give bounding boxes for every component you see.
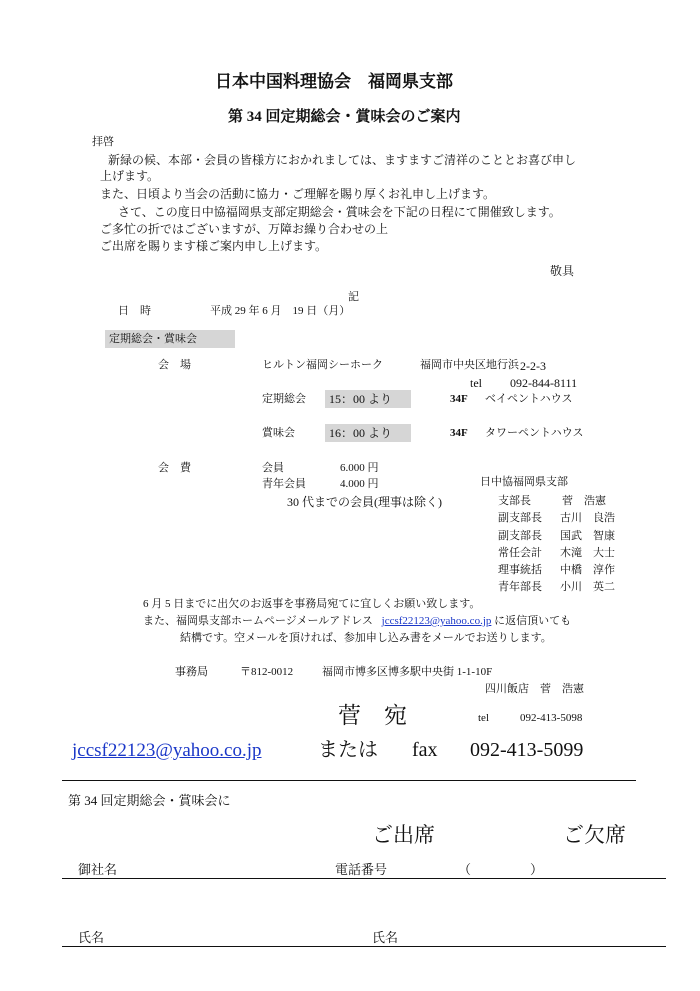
officer-role: 支部長: [498, 495, 531, 507]
document-title: 第 34 回定期総会・賞味会のご案内: [228, 109, 461, 125]
reply-absent: ご欠席: [563, 823, 626, 847]
venue-tel-label: tel: [470, 376, 482, 390]
notice-line: 6 月 5 日までに出欠のお返事を事務局宛てに宜しくお願い致します。: [143, 598, 481, 610]
venue-address: 福岡市中央区地行浜: [420, 359, 519, 371]
letter-line: ご多忙の折ではございますが、万障お繰り合わせの上: [100, 222, 389, 236]
officer-name: 小川 英二: [560, 581, 615, 593]
officer-role: 常任会計: [498, 547, 542, 559]
letter-line: また、日頃より当会の活動に協力・ご理解を賜り厚くお礼申し上げます。: [100, 187, 496, 201]
venue-tel: 092-844-8111: [510, 376, 578, 390]
office-postal: 〒812-0012: [240, 666, 294, 678]
fee-label: 会 費: [158, 462, 191, 474]
officer-name: 中橋 淳作: [560, 564, 615, 576]
letter-opening: 拝啓: [92, 136, 114, 148]
officer-name: 国武 智康: [560, 530, 615, 542]
fee-type: 青年会員: [262, 478, 306, 490]
phone-label: 電話番号: [335, 862, 388, 877]
name-label: 氏名: [78, 930, 105, 945]
contact-email-link[interactable]: jccsf22123@yahoo.co.jp: [72, 740, 262, 761]
company-label: 御社名: [78, 862, 118, 877]
letter-line: 上げます。: [100, 169, 160, 183]
officer-role: 副支部長: [498, 512, 542, 524]
session-time: 15：00 より: [325, 390, 411, 408]
contact-or: または: [318, 739, 378, 761]
name-label: 氏名: [372, 930, 399, 945]
fee-amount: 6.000 円: [340, 462, 379, 474]
phone-paren-open: （: [458, 862, 472, 877]
recipient-tel: 092-413-5098: [520, 712, 583, 724]
venue-label: 会 場: [158, 359, 191, 371]
date-label: 日 時: [118, 305, 151, 317]
officer-role: 理事統括: [498, 564, 542, 576]
contact-fax-label: fax: [412, 739, 438, 761]
org-title: 日本中国料理協会 福岡県支部: [215, 72, 453, 91]
reply-attend: ご出席: [372, 823, 435, 847]
fee-type: 会員: [262, 462, 284, 474]
fee-amount: 4.000 円: [340, 478, 379, 490]
recipient-tel-label: tel: [478, 712, 489, 724]
office-address: 福岡市博多区博多駅中央街 1-1-10F: [322, 666, 493, 678]
office-label: 事務局: [175, 666, 208, 678]
letter-line: さて、この度日中協福岡県支部定期総会・賞味会を下記の日程にて開催致します。: [118, 205, 561, 219]
divider: [62, 780, 636, 781]
officer-name: 菅 浩憲: [562, 495, 606, 507]
officer-role: 青年部長: [498, 581, 542, 593]
notice-line: [143, 616, 571, 627]
officers-org: 日中協福岡県支部: [480, 476, 568, 488]
letter-closing: 敬具: [550, 264, 575, 278]
letter-line: ご出席を賜ります様ご案内申し上げます。: [100, 239, 328, 253]
venue-name: ヒルトン福岡シーホーク: [262, 359, 383, 371]
ki-marker: 記: [348, 291, 359, 303]
form-line: [62, 878, 666, 879]
session-name: 定期総会: [262, 393, 306, 405]
officer-name: 木滝 大士: [560, 547, 615, 559]
venue-number: 2-2-3: [520, 359, 546, 373]
phone-paren-close: ）: [530, 862, 544, 877]
session-floor: 34F: [450, 427, 468, 439]
fee-note: 30 代までの会員(理事は除く): [287, 495, 442, 509]
session-room: タワーペントハウス: [485, 427, 584, 439]
officer-name: 古川 良浩: [560, 512, 615, 524]
reply-heading: 第 34 回定期総会・賞味会に: [68, 793, 231, 808]
form-line: [62, 946, 666, 947]
session-room: ベイペントハウス: [485, 393, 573, 405]
notice-line: 結構です。空メールを頂ければ、参加申し込み書をメールでお送りします。: [180, 632, 552, 644]
contact-fax: 092-413-5099: [470, 739, 584, 761]
letter-line: 新緑の候、本部・会員の皆様方におかれましては、ますますご清祥のこととお喜び申し: [108, 153, 577, 167]
session-name: 賞味会: [262, 427, 295, 439]
session-time: 16：00 より: [325, 424, 411, 442]
officer-role: 副支部長: [498, 530, 542, 542]
session-floor: 34F: [450, 393, 468, 405]
date-value: 平成 29 年 6 月 19 日（月）: [210, 305, 351, 317]
office-shop: 四川飯店 菅 浩憲: [485, 683, 584, 695]
recipient-name: 菅 宛: [338, 703, 407, 728]
notice-text: に返信頂いても: [494, 615, 572, 627]
event-band: 定期総会・賞味会: [105, 330, 235, 348]
notice-text: また、福岡県支部ホームページメールアドレス: [143, 615, 373, 627]
notice-email-link[interactable]: jccsf22123@yahoo.co.jp: [381, 615, 492, 627]
